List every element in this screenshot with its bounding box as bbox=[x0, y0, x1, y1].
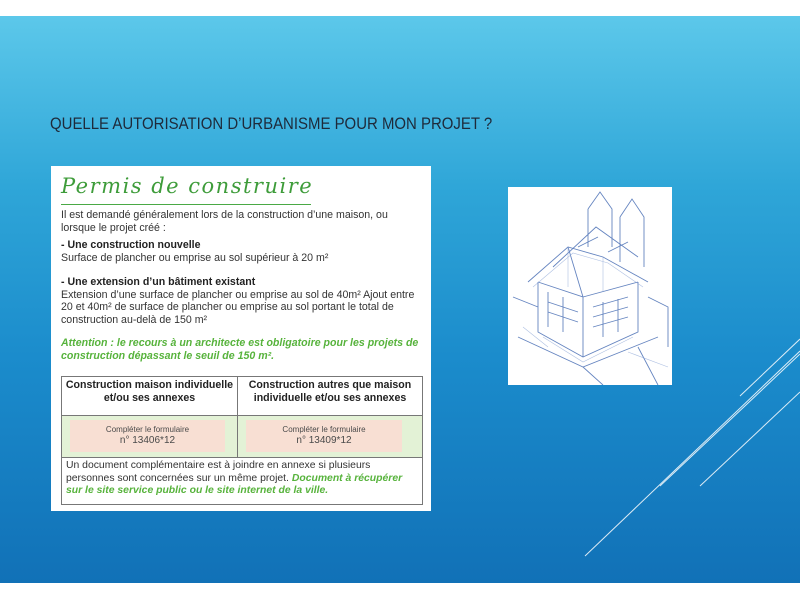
new-construction-heading: - Une construction nouvelle bbox=[61, 239, 201, 251]
form-number: n° 13406*12 bbox=[119, 435, 176, 446]
slide bbox=[0, 16, 800, 583]
decorative-lines bbox=[0, 16, 800, 583]
note-green-text: Document à récupérer sur le site service public ou le site internet de la ville. bbox=[66, 472, 403, 497]
card-heading: Permis de construire bbox=[61, 174, 314, 198]
col-heading-other: Construction autres que maison individuelle et/ou ses annexes bbox=[248, 379, 412, 404]
intro-text: Il est demandé généralement lors de la construction d’une maison, ou lorsque le projet créé : bbox=[61, 209, 388, 234]
note-text: Un document complémentaire est à joindre en annexe si plusieurs personnes sont concernées sur un même projet. bbox=[66, 460, 371, 484]
attention-text: Attention : le recours à un architecte est obligatoire pour les projets de construction dépassant le seuil de 150 m². bbox=[61, 337, 419, 362]
col-heading-individual: Construction maison individuelle et/ou ses annexes bbox=[65, 379, 234, 404]
form-label: Compléter le formulaire bbox=[105, 425, 190, 434]
form-label: Compléter le formulaire bbox=[282, 425, 366, 434]
extension-heading: - Une extension d’un bâtiment existant bbox=[61, 276, 256, 288]
extension-text: Extension d’une surface de plancher ou emprise au sol de 40m² Ajout entre 20 et 40m² de surface de plancher ou emprise au sol portant le total de construction au-delà de 150 m² bbox=[61, 288, 415, 326]
slide-title: QUELLE AUTORISATION D’URBANISME POUR MON PROJET ? bbox=[50, 114, 493, 133]
form-number: n° 13409*12 bbox=[296, 435, 352, 446]
new-construction-text: Surface de plancher ou emprise au sol supérieur à 20 m² bbox=[61, 251, 329, 264]
